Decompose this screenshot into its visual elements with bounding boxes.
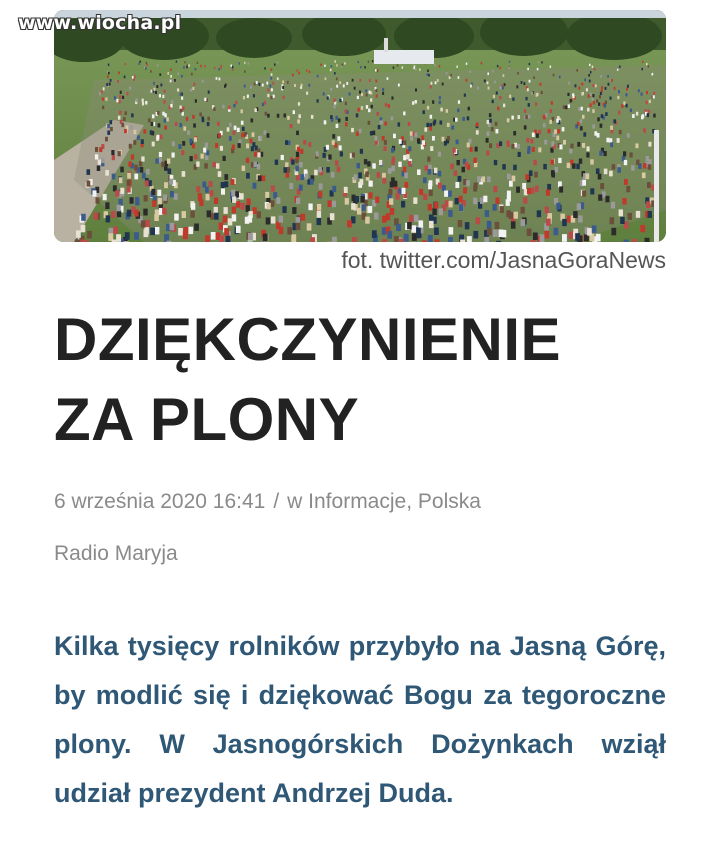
watermark: www.wiocha.pl (18, 12, 182, 34)
photo-caption: fot. twitter.com/JasnaGoraNews (341, 247, 666, 273)
meta-separator: / (273, 490, 280, 513)
publish-date: 6 września 2020 16:41 (54, 490, 266, 513)
article-meta (54, 490, 481, 514)
article-lead: Kilka tysięcy rolników przybyło na Jasną Górę, by modlić się i dziękować Bogu za tegoroczne plony. W Jasnogórskich Dożynkach wziął udział prezydent Andrzej Duda. (54, 631, 666, 808)
category-prefix: w (287, 490, 303, 513)
hero-image[interactable] (54, 10, 666, 242)
category-links[interactable]: Informacje, Polska (308, 490, 481, 513)
article-source: Radio Maryja (54, 542, 178, 565)
article-title (54, 300, 674, 460)
title-line-2: ZA PLONY (54, 386, 360, 453)
title-line-1: DZIĘKCZYNIENIE (54, 306, 562, 373)
crowd-photo (54, 10, 666, 242)
